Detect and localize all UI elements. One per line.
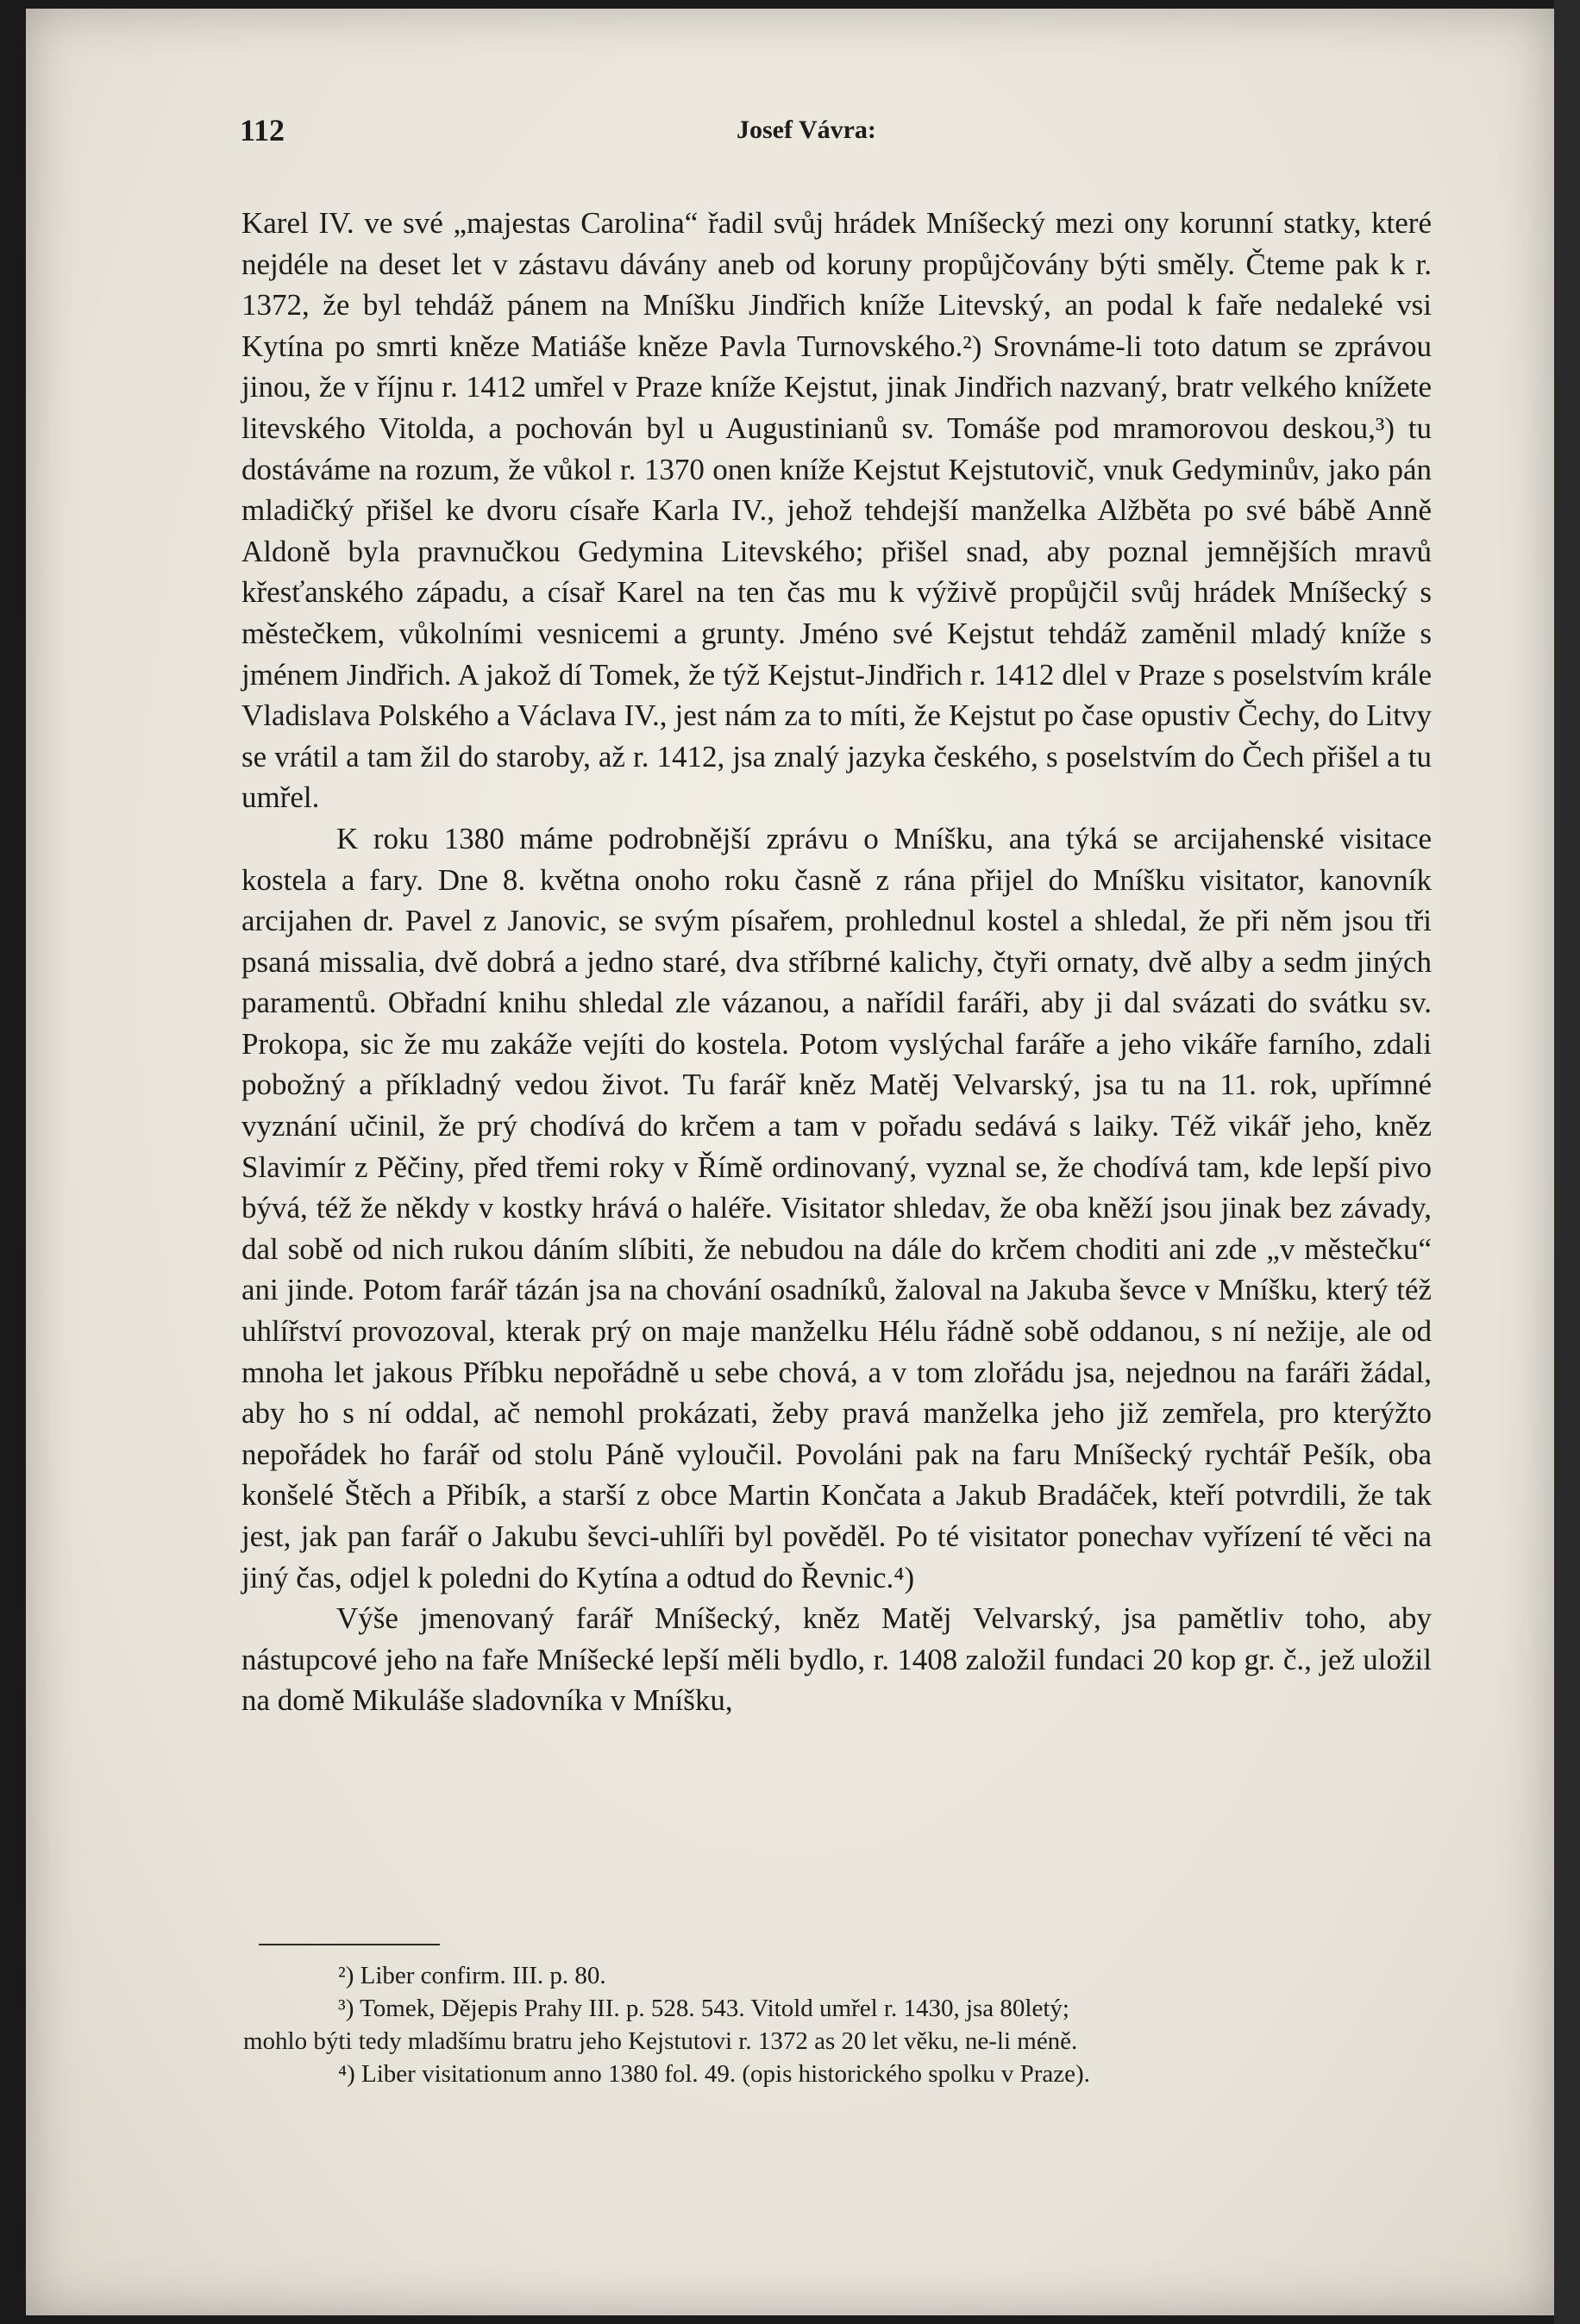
footnote: ²) Liber confirm. III. p. 80. [338, 1962, 606, 1989]
paragraph: Výše jmenovaný farář Mníšecký, kněz Matěj Velvarský, jsa pamětliv toho, aby nástupcové jeho na faře Mníšecké lepší měli bydlo, r. 1408 založil fundaci 20 kop gr. č., jež uložil na domě Mikuláše sladovníka v Mníšku, [241, 1601, 1432, 1718]
paragraph: K roku 1380 máme podrobnější zprávu o Mníšku, ana týká se arcijahenské visitace kostela a fary. Dne 8. května onoho roku časně z rána přijel do Mníšku visitator, kanovník arcijahen dr. Pavel z Janovic, se svým písařem, prohlednul kostel a shledal, že při něm jsou tři psaná missalia, dvě dobrá a jedno staré, dva stříbrné kalichy, čtyři ornaty, dvě alby a sedm jiných paramentů. Obřadní knihu shledal zle vázanou, a nařídil faráři, aby ji dal svázati do svátku sv. Prokopa, sic že mu zakáže vejíti do kostela. Potom vyslýchal faráře a jeho vikáře farního, zdali pobožný a příkladný vedou život. Tu farář kněz Matěj Velvarský, jsa tu na 11. rok, upřímné vyznání učinil, že prý chodívá do krčem a tam v pořadu sedává s laiky. Též vikář jeho, kněz Slavimír z Pěčiny, před třemi roky v Římě ordinovaný, vyznal se, že chodívá tam, kde lepší pivo bývá, též že někdy v kostky hrává o haléře. Visitator shledav, že oba kněží jsou jinak bez závady, dal sobě od nich rukou dáním slíbiti, že nebudou na dále do krčem choditi ani zde „v městečku“ ani jinde. Potom farář tázán jsa na chování osadníků, žaloval na Jakuba ševce v Mníšku, který též uhlířství provozoval, kterak prý on maje manželku Hélu řádně sobě oddanou, s ní nežije, ale od mnoha let jakous Příbku nepořádně u sebe chová, a v tom zlořádu jsa, nejednou na faráři žádal, aby ho s ní oddal, ač nemohl prokázati, žeby pravá manželka jeho již zemřela, pro kterýžto nepořádek ho farář od stolu Páně vyloučil. Povoláni pak na faru Mníšecký rychtář Pešík, oba konšelé Štěch a Přibík, a starší z obce Martin Končata a Jakub Bradáček, kteří potvrdili, že tak jest, jak pan farář o Jakubu ševci-uhlíři byl pověděl. Po té visitator ponechav vyřízení té věci na jiný čas, odjel k poledni do Kytína a odtud do Řevnic.⁴) [241, 821, 1432, 1594]
scan-edge [1554, 0, 1580, 2324]
paragraph: Karel IV. ve své „majestas Carolina“ řadil svůj hrádek Mníšecký mezi ony korunní statky, které nejdéle na deset let v zástavu dávány aneb od koruny propůjčovány býti směly. Čteme pak k r. 1372, že byl tehdáž pánem na Mníšku Jindřich kníže Litevský, an podal k faře nedaleké vsi Kytína po smrti kněze Matiáše kněze Pavla Turnovského.²) Srovnáme-li toto datum se zprávou jinou, že v říjnu r. 1412 umřel v Praze kníže Kejstut, jinak Jindřich nazvaný, bratr velkého knížete litevského Vitolda, a pochován byl u Augustinianů sv. Tomáše pod mramorovou deskou,³) tu dostáváme na rozum, že vůkol r. 1370 onen kníže Kejstut Kejstutovič, vnuk Gedyminův, jako pán mladičký přišel ke dvoru císaře Karla IV., jehož tehdejší manželka Alžběta po své bábě Anně Aldoně byla pravnučkou Gedymina Litevského; přišel snad, aby poznal jemnějších mravů křesťanského západu, a císař Karel na ten čas mu k výživě propůjčil svůj hrádek Mníšecký s městečkem, vůkolními vesnicemi a grunty. Jméno své Kejstut tehdáž zaměnil mladý kníže s jménem Jindřich. A jakož dí Tomek, že týž Kejstut-Jindřich r. 1412 dlel v Praze s poselstvím krále Vladislava Polského a Václava IV., jest nám za to míti, že Kejstut po čase opustiv Čechy, do Litvy se vrátil a tam žil do staroby, až r. 1412, jsa znalý jazyka českého, s poselstvím do Čech přišel a tu umřel. [241, 206, 1432, 815]
footnote: ⁴) Liber visitationum anno 1380 fol. 49. (opis historického spolku v Praze). [338, 2060, 1090, 2088]
body-text [241, 203, 1432, 1721]
footnote-divider [259, 1944, 440, 1945]
running-head: Josef Vávra: [737, 116, 876, 144]
page-header [233, 112, 1440, 155]
footnote-continuation: mohlo býti tedy mladšímu bratru jeho Kejstutovi r. 1372 as 20 let věku, ne-li méně. [243, 2027, 1078, 2055]
page-number: 112 [240, 113, 285, 147]
footnote: ³) Tomek, Dějepis Prahy III. p. 528. 543. Vitold umřel r. 1430, jsa 80letý; [338, 1995, 1069, 2022]
footnotes [243, 1959, 1442, 2090]
